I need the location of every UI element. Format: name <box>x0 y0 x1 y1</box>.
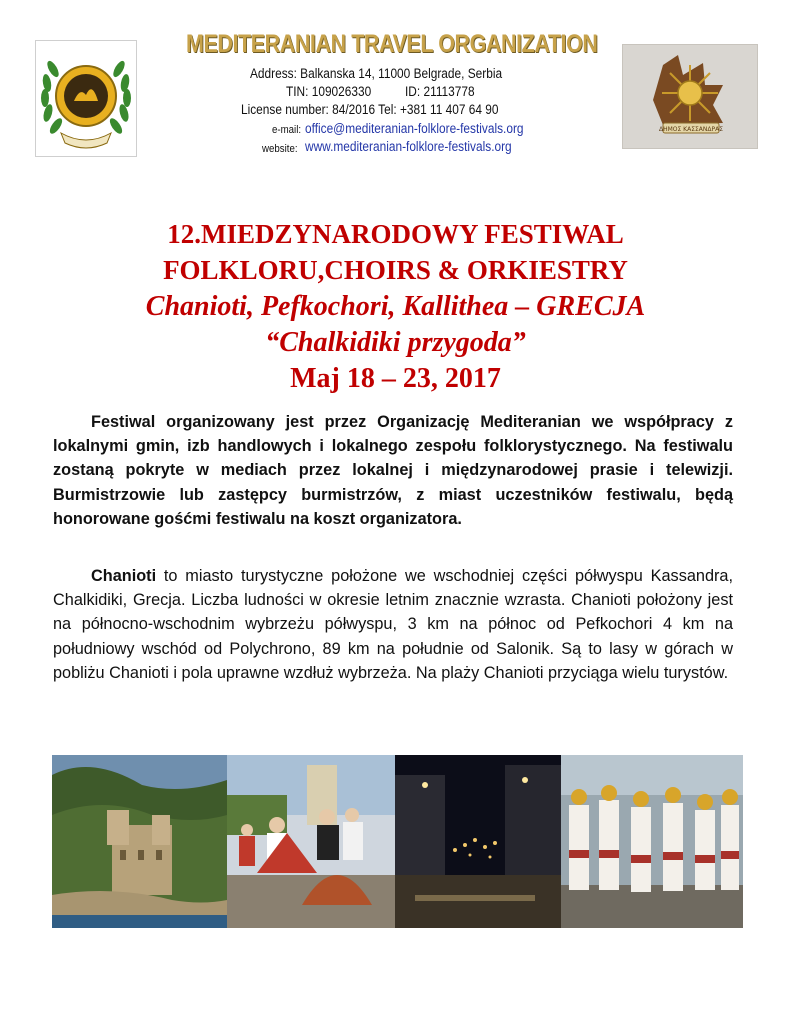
laurel-emblem-icon <box>36 41 136 156</box>
email-link[interactable]: office@mediteranian-folklore-festivals.org <box>305 121 524 136</box>
heading-locations: Chanioti, Pefkochori, Kallithea – GRECJA <box>145 291 646 322</box>
organization-logo <box>35 40 137 157</box>
intro-paragraph <box>53 410 733 531</box>
organization-name: MEDITERANIAN TRAVEL ORGANIZATION <box>186 30 598 58</box>
chanioti-lead: Chanioti <box>91 567 157 585</box>
photo-strip <box>52 755 743 928</box>
license-line: License number: 84/2016 Tel: +381 11 407 64 90 <box>241 102 499 117</box>
heading-subtitle: “Chalkidiki przygoda” <box>265 327 526 358</box>
email-label: e-mail: <box>272 124 302 136</box>
photo-folk-dancers <box>227 755 395 928</box>
heading-line-2: FOLKLORU,CHOIRS & ORKIESTRY <box>163 255 628 285</box>
chanioti-paragraph <box>53 564 733 685</box>
website-link[interactable]: www.mediteranian-folklore-festivals.org <box>305 139 512 154</box>
intro-paragraph-text: Festiwal organizowany jest przez Organizację Mediteranian we współpracy z lokalnymi gmin, izb handlowych i lokalnego zespołu folklorystycznego. Na festiwalu zostaną pokryte w mediach przez lokalnej i międzynarodowej prasie i telewizji. Burmistrzowie lub zastępcy burmistrzów, z miast uczestników festiwalu, będą honorowane gośćmi festiwalu na koszt organizatora. <box>53 413 733 528</box>
address-line: Address: Balkanska 14, 11000 Belgrade, Serbia <box>250 66 503 81</box>
chanioti-paragraph-text: to miasto turystyczne położone we wschodniej części półwyspu Kassandra, Chalkidiki, Grecja. Liczba ludności w okresie letnim znacznie wzrasta. Chanioti położony jest na północno-wschodnim wybrzeżu półwyspu, 3 km na północ od Pefkochori 4 km na południowy wschód od Polychrono, 89 km na południe od Salonik. Są to lasy w górach w pobliżu Chanioti i pola uprawne wzdłuż wybrzeża. Na plaży Chanioti przyciąga wielu turystów. <box>53 567 733 682</box>
photo-castle-coast <box>52 755 227 928</box>
photo-night-stage <box>395 755 561 928</box>
photo-costumed-women <box>561 755 743 928</box>
website-label: website: <box>262 143 298 155</box>
tin-text: TIN: 109026330 <box>286 84 372 99</box>
id-text: ID: 21113778 <box>405 84 475 99</box>
heading-line-1: 12.MIEDZYNARODOWY FESTIWAL <box>167 219 624 249</box>
heading-date: Maj 18 – 23, 2017 <box>290 363 501 394</box>
municipality-logo <box>622 44 758 149</box>
municipality-logo-text: ΔΗΜΟΣ ΚΑΣΣΑΝΔΡΑΣ <box>658 126 724 133</box>
sun-emblem-icon <box>623 45 757 148</box>
